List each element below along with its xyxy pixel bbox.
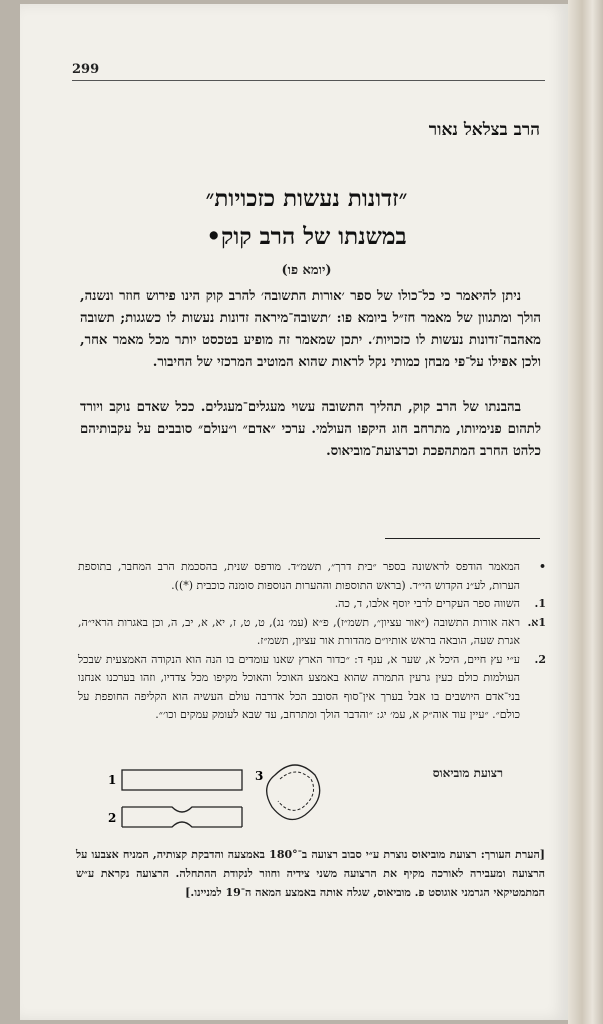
footnote-mark: 1א. [527,615,546,629]
figure-caption: רצועת מוביאוס [432,766,503,780]
footnote [78,614,546,651]
body-paragraph: ניתן להיאמר כי כל־כולו של ספר ׳אורות התשובה׳ להרב קוק הינו פירוש חוזר ונשנה, הולך ומתגוון של מאמר חז״ל ביומא פו: ׳תשובה־מיראה זדונות נעשות לו כשגגות; תשובה מאהבה־זדונות נעשות לו כזכויות׳. יתכן שמאמר זה מופיע בטכסט יותר מכל מאמר אחר, ולכן אפילו על־פי מבחן כמותי נקל לראות שהוא המוטיב המרכזי של החיבור. [80,289,541,370]
footnote [78,651,546,725]
author-name: הרב בצלאל נאור [428,120,540,140]
figure-label-1: 1 [108,773,117,787]
footnote-text: המאמר הודפס לראשונה בספר ״בית דרך״, תשמ״ד. מודפס שנית, בהסכמת הרב המחבר, בתוספת הערות, לע״נ הקדוש הי״ד. (בראש התוספות וההערות הנוספות סומנה כוכבית (*)). [78,560,520,592]
body-paragraph: בהבנתו של הרב קוק, תהליך התשובה עשוי מעגלים־מעגלים. ככל שאדם נוקב ויורד לתהום פנימיותו, מתרחב חוג היקפו העולמי. ערכי ״אדם״ ו״עולם״ סובבים על עקבותיהם כלהט החרב המתהפכת וכרצועת־מוביאוס. [80,400,541,459]
article-title: ״זדונות נעשות כזכויות״ [205,185,408,212]
footnote [78,595,546,614]
footnote-text: השווה ספר העקרים לרבי יוסף אלבו, ד, כה. [334,597,520,610]
footnote-mark: 1. [534,597,546,610]
header-rule [72,80,545,81]
figure-label-3: 3 [255,769,264,783]
page-edge [568,0,603,1024]
mobius-figure [100,755,330,835]
strip-twisted [122,807,242,827]
article-subtitle: (יומא פו) [281,263,332,278]
editor-note: [הערת העורך: רצועת מוביאוס נוצרת ע״י סבוב רצועה ב־180° באמצעה והדבקת קצותיה, המניח אצבעו על הרצועה ומעבירה לאורכה מקיף את הרצועה משני צידיה וחוזר לנקודת ההתחלה. הרצועה נקראת ע״ש המתמטיקאי הגרמני אוגוסט פ. מוביאוס, שגלה אותה באמצע המאה ה־19 למניינו.] [76,848,546,899]
footnote-mark: • [538,560,546,573]
footnotes [78,558,546,725]
footnote-text: ע״י עץ חיים, היכל א, שער א, ענף ד: ״כדור הארץ שאנו עומדים בו הנה הוא הנקודה האמצעית שבכל העולמות כולם כעין גרעין התמרה שהוא באמצע האוכל והאוכל מקיפו מכל צדדיו, וזהו בערכנו אנחנו בני־אדם היושבים בו אבל בערך אין־סוף הסובב הכל אדרבה עולם העשיה הוא הקליפה החופפת על כולם״. ״עיין עוד אוה״ק א, עמ׳ יג: ״והדבר הולך ומתרחב, עד שבא לעומק עמקים וכו׳״. [78,652,520,721]
article-title-line2: במשנתו של הרב קוק• [206,223,407,250]
mobius-inner [278,772,314,810]
footnote-text: ראה אורות התשובה (״אור עציון״, תשמ״ז), פ״א (עמ׳ נג), ט, ט, ז, יא, א, יב, ה, וכן באגרות הראי״ה, אגרת שעה, הובאה בראש אותיו״ם מהדורת אור עציון, תשמ״ז. [78,615,520,647]
mobius-loop [267,765,320,820]
page-number: 299 [72,62,100,77]
footnote-divider [385,538,540,539]
footnote [78,558,546,595]
strip-flat [122,770,242,790]
footnote-mark: 2. [534,652,546,666]
figure-label-2: 2 [108,811,117,825]
